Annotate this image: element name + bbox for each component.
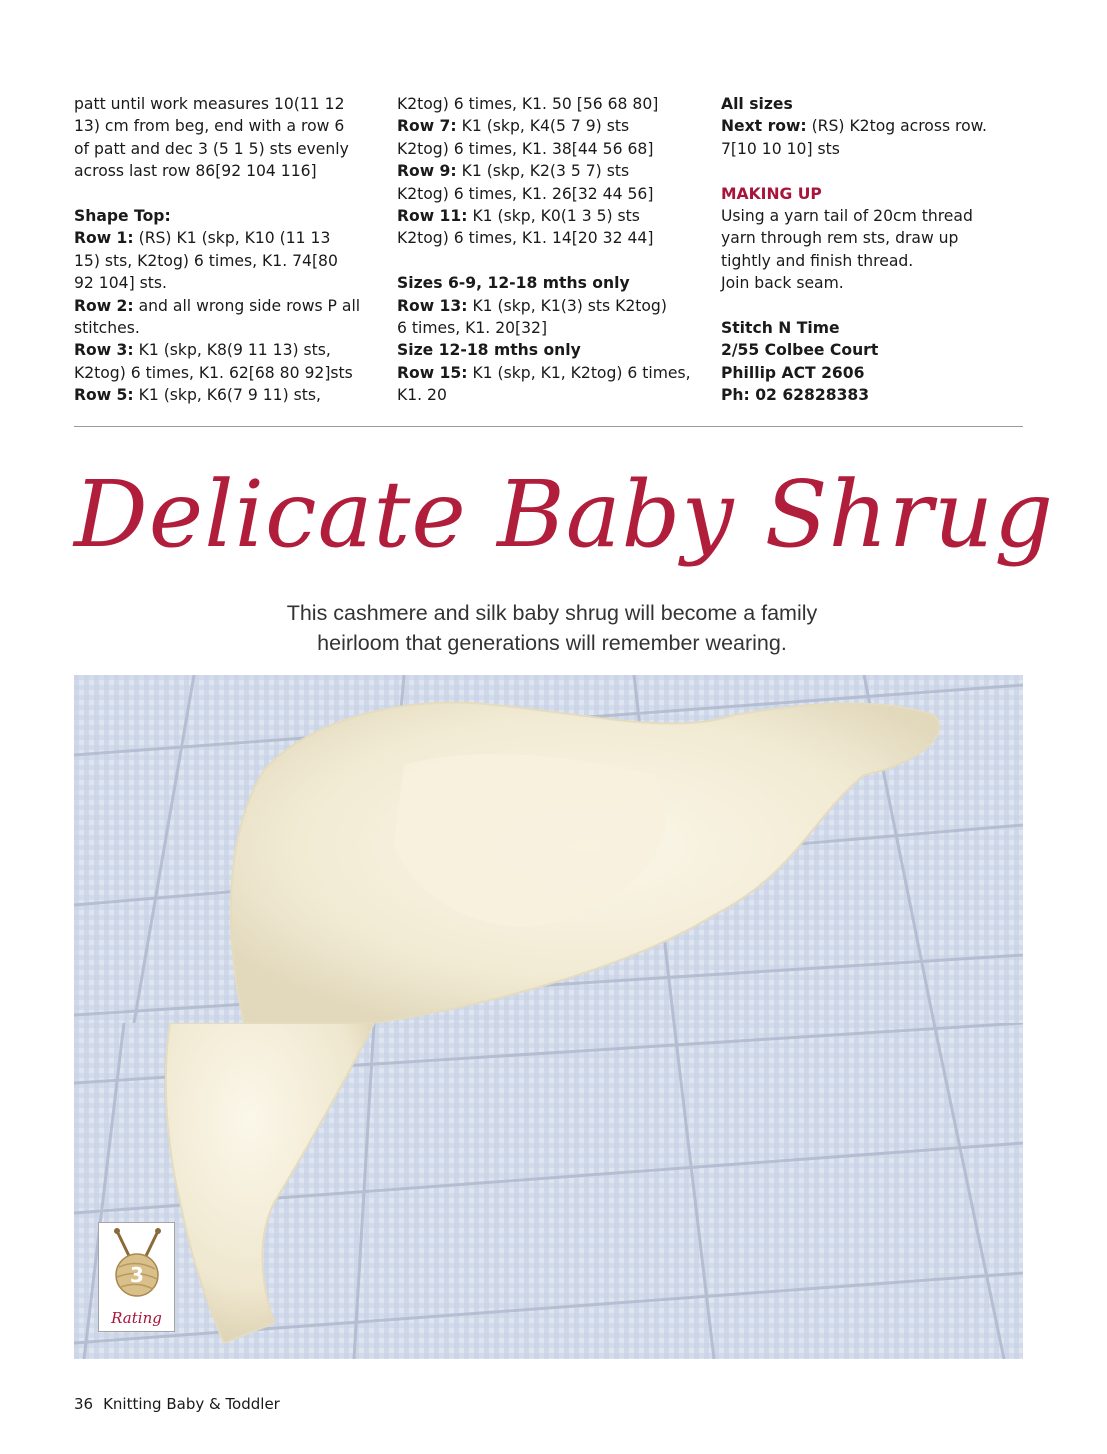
row-text: K1 (skp, K8(9 11 13) sts,: [133, 341, 331, 360]
publication-name: Knitting Baby & Toddler: [103, 1395, 280, 1413]
row-text: K2tog) 6 times, K1. 50 [56 68 80]: [397, 95, 659, 113]
row-text: 92 104] sts.: [74, 274, 167, 293]
difficulty-rating-badge: [98, 1222, 175, 1332]
shrug-photo-frame: [74, 675, 1023, 1023]
page-footer: [74, 1394, 280, 1414]
row-label: Row 13:: [397, 296, 468, 315]
text-line: 13) cm from beg, end with a row 6: [74, 117, 345, 136]
row-text: (RS) K2tog across row.: [806, 117, 987, 136]
text-line: of patt and dec 3 (5 1 5) sts evenly: [74, 139, 349, 158]
size-heading: Size 12-18 mths only: [397, 341, 581, 360]
row-label: Row 9:: [397, 162, 457, 181]
quilt-and-shrug-illustration: [74, 675, 1023, 1023]
row-text: K1 (skp, K4(5 7 9) sts: [456, 117, 630, 136]
row-text: K1 (skp, K1(3) sts K2tog): [467, 296, 667, 315]
row-label: Row 11:: [397, 207, 468, 226]
page-number: 36: [74, 1395, 94, 1413]
rating-label: Rating: [111, 1309, 162, 1327]
text-line: across last row 86[92 104 116]: [74, 162, 317, 181]
row-text: K1. 20: [397, 386, 447, 405]
row-text: K1 (skp, K0(1 3 5) sts: [467, 207, 640, 226]
row-label: Row 1:: [74, 229, 134, 248]
stockist-phone: Ph: 02 62828383: [721, 386, 870, 405]
row-label: Row 2:: [74, 296, 134, 315]
making-up-text: tightly and finish thread.: [721, 251, 914, 270]
row-text: 7[10 10 10] sts: [721, 139, 840, 158]
pattern-intro: [74, 598, 1030, 658]
section-divider: [74, 426, 1023, 427]
row-text: K2tog) 6 times, K1. 38[44 56 68]: [397, 139, 654, 158]
row-label: Row 7:: [397, 117, 457, 136]
making-up-heading: MAKING UP: [721, 184, 822, 203]
rating-level: 3: [130, 1263, 144, 1287]
row-text: stitches.: [74, 319, 140, 338]
pattern-title: Delicate Baby Shrug: [74, 461, 1055, 568]
quilt-lower-illustration: [74, 1023, 1023, 1359]
making-up-text: yarn through rem sts, draw up: [721, 229, 959, 248]
intro-line: heirloom that generations will remember wearing.: [317, 631, 787, 655]
stockist-address: 2/55 Colbee Court: [721, 341, 879, 360]
intro-line: This cashmere and silk baby shrug will become a family: [286, 601, 818, 625]
stockist-name: Stitch N Time: [721, 319, 840, 338]
pattern-column-2: [397, 93, 697, 407]
row-label: Row 3:: [74, 341, 134, 360]
row-label: Row 5:: [74, 386, 134, 405]
row-label: Next row:: [721, 117, 807, 136]
making-up-text: Join back seam.: [721, 274, 844, 293]
all-sizes-heading: All sizes: [721, 95, 793, 113]
pattern-column-3: [721, 93, 1021, 407]
text-line: patt until work measures 10(11 12: [74, 95, 345, 113]
row-text: K1 (skp, K6(7 9 11) sts,: [133, 386, 321, 405]
making-up-text: Using a yarn tail of 20cm thread: [721, 207, 973, 226]
row-label: Row 15:: [397, 363, 468, 382]
stockist-address: Phillip ACT 2606: [721, 363, 865, 382]
row-text: K2tog) 6 times, K1. 62[68 80 92]sts: [74, 363, 353, 382]
row-text: K1 (skp, K1, K2tog) 6 times,: [467, 363, 691, 382]
row-text: (RS) K1 (skp, K10 (11 13: [133, 229, 331, 248]
row-text: and all wrong side rows P all: [133, 296, 361, 315]
row-text: K1 (skp, K2(3 5 7) sts: [456, 162, 630, 181]
row-text: 6 times, K1. 20[32]: [397, 319, 548, 338]
shrug-photo-lower: [74, 1023, 1023, 1359]
sizes-heading: Sizes 6-9, 12-18 mths only: [397, 274, 630, 293]
row-text: K2tog) 6 times, K1. 26[32 44 56]: [397, 184, 654, 203]
row-text: 15) sts, K2tog) 6 times, K1. 74[80: [74, 251, 338, 270]
pattern-column-1: [74, 93, 374, 407]
shape-top-heading: Shape Top:: [74, 207, 171, 226]
row-text: K2tog) 6 times, K1. 14[20 32 44]: [397, 229, 654, 248]
